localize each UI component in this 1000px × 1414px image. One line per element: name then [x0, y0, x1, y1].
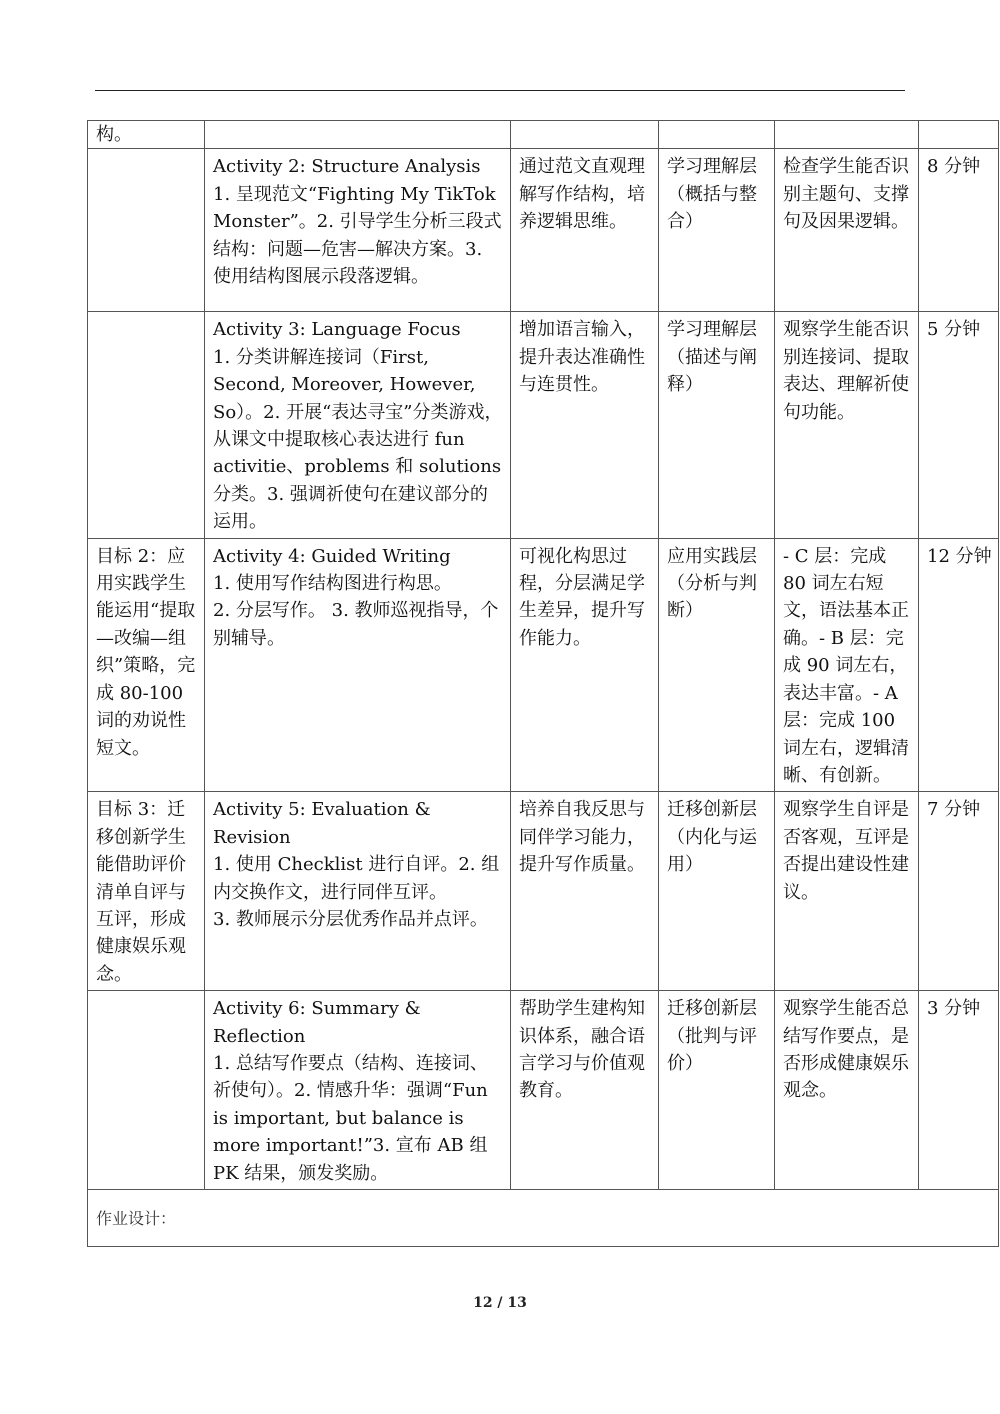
table-row — [88, 149, 999, 312]
activity-cell — [205, 991, 511, 1190]
intent-cell: 增加语言输入，提升表达准确性与连贯性。 — [511, 312, 659, 538]
activity-title: Activity 3: Language Focus — [213, 319, 461, 341]
level-cell: 学习理解层（描述与阐释） — [659, 312, 775, 538]
activity-steps: 3. 教师展示分层优秀作品并点评。 — [213, 908, 488, 930]
intent-cell: 帮助学生建构知识体系，融合语言学习与价值观教育。 — [511, 991, 659, 1190]
table-row — [88, 312, 999, 538]
activity-steps: 1. 分类讲解连接词（First, Second, Moreover, However, So）。2. 开展“表达寻宝”分类游戏，从课文中提取核心表达进行 fun activitie、problems 和 solutions 分类。3. 强调祈使句在建议部分的运用。 — [213, 346, 503, 533]
evaluation-cell: 观察学生能否总结写作要点，是否形成健康娱乐观念。 — [775, 991, 919, 1190]
table-row — [88, 538, 999, 792]
goal-cell — [88, 991, 205, 1190]
time-cell: 12 分钟 — [919, 538, 999, 792]
activity-title: Activity 5: Evaluation & Revision — [213, 799, 431, 848]
intent-cell: 培养自我反思与同伴学习能力，提升写作质量。 — [511, 792, 659, 991]
time-cell: 3 分钟 — [919, 991, 999, 1190]
activity-title: Activity 4: Guided Writing — [213, 545, 451, 567]
level-cell: 迁移创新层（批判与评价） — [659, 991, 775, 1190]
level-cell — [659, 121, 775, 149]
activity-steps: 1. 总结写作要点（结构、连接词、祈使句）。2. 情感升华：强调“Fun is important, but balance is more important!”3. 宣布 AB 组 PK 结果，颁发奖励。 — [213, 1052, 488, 1184]
time-cell: 5 分钟 — [919, 312, 999, 538]
intent-cell: 可视化构思过程，分层满足学生差异，提升写作能力。 — [511, 538, 659, 792]
page-number: 12 / 13 — [473, 1295, 527, 1311]
level-cell: 学习理解层（概括与整合） — [659, 149, 775, 312]
activity-steps: 1. 使用 Checklist 进行自评。2. 组内交换作文，进行同伴互评。 — [213, 854, 500, 903]
intent-cell: 通过范文直观理解写作结构，培养逻辑思维。 — [511, 149, 659, 312]
goal-cell: 目标 2：应用实践学生能运用“提取—改编—组织”策略，完成 80-100 词的劝说性短文。 — [88, 538, 205, 792]
homework-label: 作业设计： — [96, 1209, 177, 1229]
activity-steps: 2. 分层写作。 3. 教师巡视指导，个别辅导。 — [213, 600, 499, 649]
activity-title: Activity 2: Structure Analysis — [213, 156, 481, 178]
evaluation-cell — [775, 121, 919, 149]
evaluation-cell: - C 层：完成 80 词左右短文，语法基本正确。- B 层：完成 90 词左右，表达丰富。- A 层：完成 100 词左右，逻辑清晰、有创新。 — [775, 538, 919, 792]
evaluation-cell: 观察学生自评是否客观，互评是否提出建设性建议。 — [775, 792, 919, 991]
activity-steps: 1. 使用写作结构图进行构思。 — [213, 573, 452, 595]
activity-cell — [205, 121, 511, 149]
table-row — [88, 121, 999, 149]
level-cell: 应用实践层（分析与判断） — [659, 538, 775, 792]
evaluation-cell: 检查学生能否识别主题句、支撑句及因果逻辑。 — [775, 149, 919, 312]
activity-cell — [205, 792, 511, 991]
level-cell: 迁移创新层（内化与运用） — [659, 792, 775, 991]
activity-cell — [205, 312, 511, 538]
header-rule — [95, 90, 905, 91]
time-cell: 8 分钟 — [919, 149, 999, 312]
time-cell: 7 分钟 — [919, 792, 999, 991]
evaluation-cell: 观察学生能否识别连接词、提取表达、理解祈使句功能。 — [775, 312, 919, 538]
activity-cell — [205, 538, 511, 792]
table-row — [88, 991, 999, 1190]
time-cell — [919, 121, 999, 149]
homework-row — [88, 1190, 999, 1247]
goal-cell: 目标 3：迁移创新学生能借助评价清单自评与互评，形成健康娱乐观念。 — [88, 792, 205, 991]
intent-cell — [511, 121, 659, 149]
lesson-plan-table — [87, 120, 999, 1247]
activity-title: Activity 6: Summary & Reflection — [213, 998, 421, 1047]
goal-cell: 构。 — [88, 121, 205, 149]
goal-cell — [88, 149, 205, 312]
table-row — [88, 792, 999, 991]
homework-cell — [88, 1190, 999, 1247]
activity-steps: 1. 呈现范文“Fighting My TikTok Monster”。2. 引导学生分析三段式结构：问题—危害—解决方案。3. 使用结构图展示段落逻辑。 — [213, 183, 502, 288]
goal-cell — [88, 312, 205, 538]
activity-cell — [205, 149, 511, 312]
